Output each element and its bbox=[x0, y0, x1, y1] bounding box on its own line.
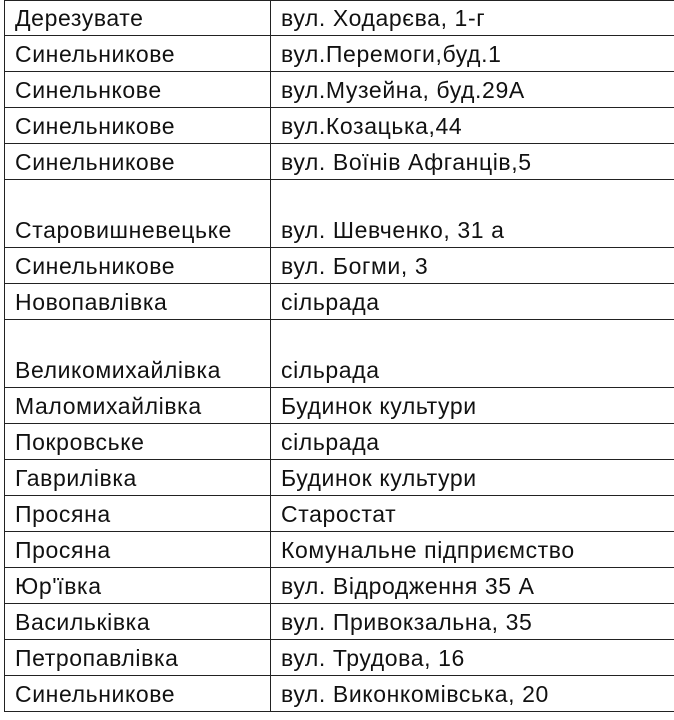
table-row bbox=[5, 604, 674, 640]
address-cell: вул.Музейна, буд.29А bbox=[271, 72, 674, 108]
table-row bbox=[5, 640, 674, 676]
address-cell: вул. Богми, 3 bbox=[271, 248, 674, 284]
address-cell: сільрада bbox=[271, 320, 674, 388]
place-cell: Маломихайлівка bbox=[5, 388, 271, 424]
place-cell: Покровське bbox=[5, 424, 271, 460]
table-row bbox=[5, 1, 674, 36]
table-row bbox=[5, 284, 674, 320]
place-cell: Просяна bbox=[5, 496, 271, 532]
address-cell: вул. Воїнів Афганців,5 bbox=[271, 144, 674, 180]
address-cell: сільрада bbox=[271, 424, 674, 460]
address-cell: вул. Відродження 35 А bbox=[271, 568, 674, 604]
place-cell: Петропавлівка bbox=[5, 640, 271, 676]
place-cell: Гаврилівка bbox=[5, 460, 271, 496]
address-table-container bbox=[4, 0, 674, 712]
table-row bbox=[5, 568, 674, 604]
table-row bbox=[5, 676, 674, 712]
table-row bbox=[5, 532, 674, 568]
address-cell: вул.Козацька,44 bbox=[271, 108, 674, 144]
place-cell: Новопавлівка bbox=[5, 284, 271, 320]
place-cell: Синельникове bbox=[5, 144, 271, 180]
place-cell: Дерезувате bbox=[5, 1, 271, 36]
table-row bbox=[5, 36, 674, 72]
place-cell: Синельникове bbox=[5, 36, 271, 72]
address-cell: Старостат bbox=[271, 496, 674, 532]
address-cell: вул. Трудова, 16 bbox=[271, 640, 674, 676]
place-cell: Васильківка bbox=[5, 604, 271, 640]
address-cell: сільрада bbox=[271, 284, 674, 320]
place-cell: Великомихайлівка bbox=[5, 320, 271, 388]
address-cell: вул. Привокзальна, 35 bbox=[271, 604, 674, 640]
table-row bbox=[5, 388, 674, 424]
table-row bbox=[5, 320, 674, 388]
address-cell: вул.Перемоги,буд.1 bbox=[271, 36, 674, 72]
table-row bbox=[5, 72, 674, 108]
table-row bbox=[5, 108, 674, 144]
table-row bbox=[5, 496, 674, 532]
table-row bbox=[5, 460, 674, 496]
table-row bbox=[5, 424, 674, 460]
place-cell: Просяна bbox=[5, 532, 271, 568]
table-row bbox=[5, 180, 674, 248]
table-row bbox=[5, 144, 674, 180]
table-row bbox=[5, 248, 674, 284]
address-table bbox=[4, 0, 674, 712]
address-cell: вул. Виконкомівська, 20 bbox=[271, 676, 674, 712]
place-cell: Синельникове bbox=[5, 108, 271, 144]
place-cell: Синельнкове bbox=[5, 72, 271, 108]
address-cell: Будинок культури bbox=[271, 460, 674, 496]
address-cell: вул. Ходарєва, 1-г bbox=[271, 1, 674, 36]
address-cell: Комунальне підприємство bbox=[271, 532, 674, 568]
place-cell: Юр'ївка bbox=[5, 568, 271, 604]
address-cell: Будинок культури bbox=[271, 388, 674, 424]
place-cell: Синельникове bbox=[5, 248, 271, 284]
address-cell: вул. Шевченко, 31 а bbox=[271, 180, 674, 248]
place-cell: Старовишневецьке bbox=[5, 180, 271, 248]
place-cell: Синельникове bbox=[5, 676, 271, 712]
